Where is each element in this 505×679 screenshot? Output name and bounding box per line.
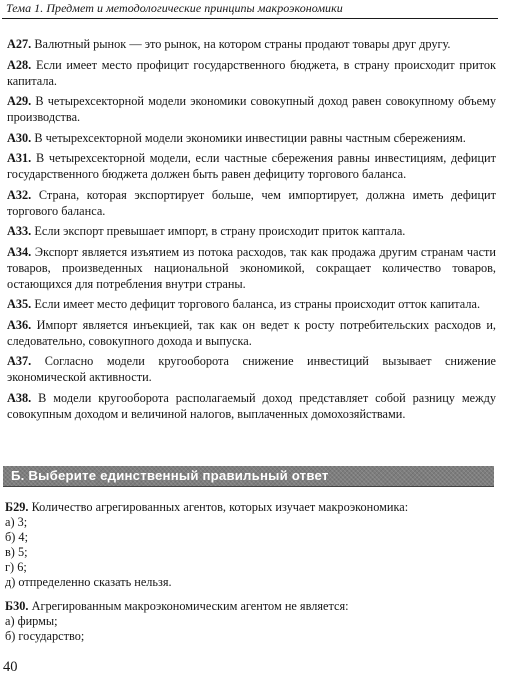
question-list [5, 500, 494, 653]
statement-number: A29. [7, 94, 32, 109]
statement-number: A37. [7, 354, 32, 369]
statement-number: A38. [7, 390, 32, 405]
statement-item [7, 188, 496, 220]
statement-item [7, 391, 496, 423]
statement-text: Экспорт является изъятием из потока расходов, так как продажа другим странам части товаров, произведенных национальной экономикой, сокращает количество товаров, остающихся для потребления внутри страны. [7, 244, 496, 291]
statement-item [7, 354, 496, 386]
answer-options [5, 515, 494, 590]
question-number: Б29. [5, 500, 29, 514]
statement-number: A35. [7, 297, 32, 312]
statement-number: A34. [7, 244, 32, 259]
question-prompt: Количество агрегированных агентов, которых изучает макроэкономика: [31, 500, 409, 514]
statement-text: В четырехсекторной модели экономики совокупный доход равен совокупному объему производства. [7, 94, 496, 124]
statement-number: A30. [7, 130, 32, 145]
question-prompt: Агрегированным макроэкономическим агентом не является: [31, 599, 349, 613]
statement-item [7, 151, 496, 183]
statement-number: A32. [7, 187, 32, 202]
statement-number: A27. [7, 37, 32, 51]
statement-text: В четырехсекторной модели экономики инвестиции равны частным сбережениям. [34, 130, 466, 145]
question-block [5, 599, 494, 644]
question-block [5, 500, 494, 590]
statement-item [7, 245, 496, 293]
statement-number: A31. [7, 151, 32, 166]
question-text [5, 599, 494, 614]
statement-number: A28. [7, 57, 32, 72]
statement-item [7, 58, 496, 90]
statement-text: Импорт является инъекцией, так как он ведет к росту потребительских расходов и, следовательно, совокупного дохода и выпуска. [7, 317, 497, 348]
statement-number: A36. [7, 317, 32, 332]
statement-text: Если экспорт превышает импорт, в страну происходит приток каптала. [34, 224, 406, 239]
answer-option[interactable]: г) 6; [5, 560, 27, 574]
statement-number: A33. [7, 224, 32, 239]
statement-item [7, 318, 496, 350]
section-banner [3, 466, 494, 487]
statement-text: Страна, которая экспортирует больше, чем импортирует, должна иметь дефицит торгового баланса. [7, 187, 497, 218]
answer-option[interactable]: а) фирмы; [5, 614, 58, 628]
statement-text: Если имеет место профицит государственного бюджета, в страну происходит приток капитала. [7, 57, 496, 88]
statement-text: В четырехсекторной модели, если частные сбережения равны инвестициям, дефицит государственного бюджета должен быть равен дефициту торгового баланса. [7, 151, 496, 182]
statement-item [7, 37, 496, 53]
statement-text: В модели кругооборота располагаемый доход представляет собой разницу между совокупным доходом и величиной налогов, выплаченных домохозяйствами. [7, 390, 496, 421]
answer-option[interactable]: б) государство; [5, 629, 85, 643]
statement-list [7, 37, 496, 427]
statement-item [7, 297, 496, 313]
page-number: 40 [3, 659, 18, 675]
answer-options [5, 614, 494, 644]
statement-item [7, 224, 496, 240]
question-number: Б30. [5, 599, 29, 613]
statement-text: Согласно модели кругооборота снижение инвестиций вызывает снижение экономической активности. [7, 354, 497, 385]
statement-item [7, 94, 496, 126]
statement-text: Если имеет место дефицит торгового баланса, из страны происходит отток капитала. [34, 297, 481, 312]
answer-option[interactable]: в) 5; [5, 545, 28, 559]
statement-text: Валютный рынок — это рынок, на котором страны продают товары друг другу. [34, 37, 451, 51]
answer-option[interactable]: д) отпределенно сказать нельзя. [5, 575, 172, 589]
header-rule [2, 18, 498, 19]
answer-option[interactable]: б) 4; [5, 530, 28, 544]
question-text [5, 500, 494, 515]
running-head: Тема 1. Предмет и методологические принципы макроэкономики [6, 1, 343, 15]
section-title: Б. Выберите единственный правильный ответ [11, 468, 329, 483]
statement-item [7, 131, 496, 147]
answer-option[interactable]: а) 3; [5, 515, 28, 529]
